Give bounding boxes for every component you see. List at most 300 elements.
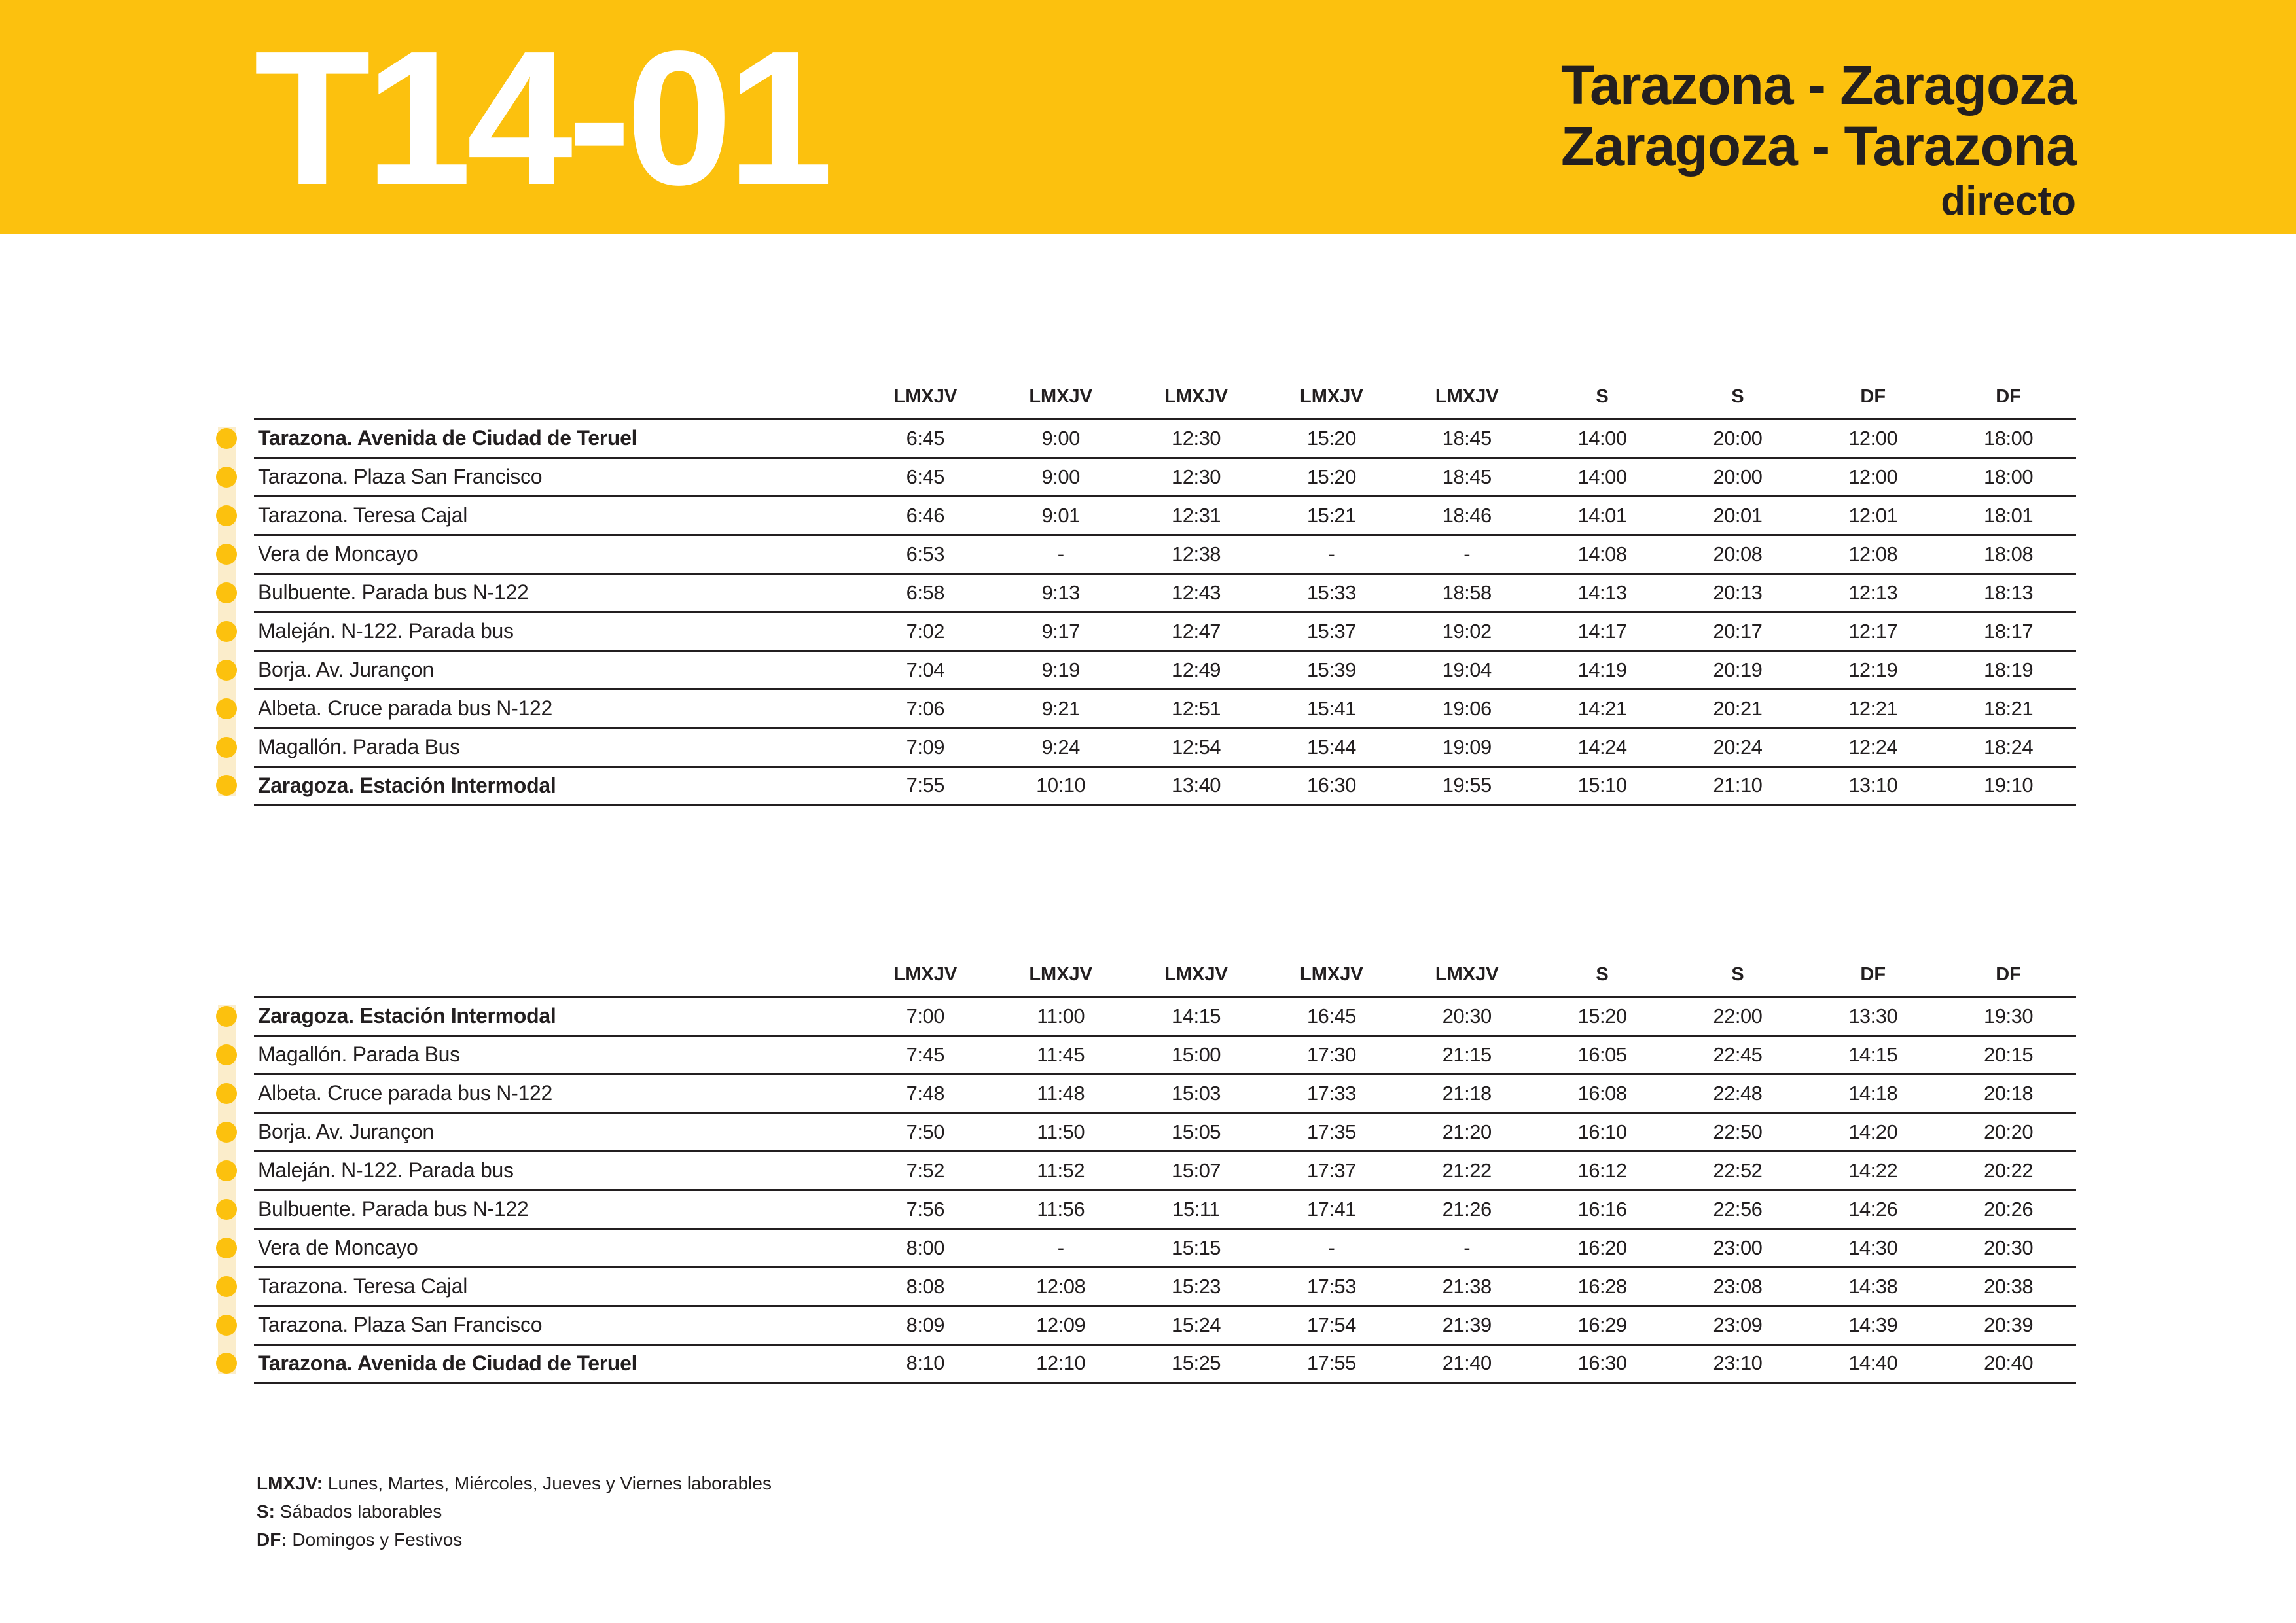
column-header: S: [1731, 963, 1744, 985]
table-row: [254, 496, 2076, 535]
time-cell: 15:00: [1171, 1043, 1221, 1066]
legend-s: [257, 1497, 2296, 1525]
stop-name-cell: [254, 766, 857, 805]
stop-name-cell: [254, 1074, 857, 1113]
time-cell: 12:51: [1171, 696, 1221, 720]
time-cell: -: [1057, 542, 1064, 565]
time-cell: 7:02: [906, 619, 944, 643]
stop-name: Bulbuente. Parada bus N-122: [258, 580, 529, 604]
table-row: [254, 457, 2076, 496]
time-cell: 15:44: [1306, 735, 1356, 758]
column-header: S: [1731, 385, 1744, 407]
time-cell: 16:29: [1577, 1313, 1627, 1336]
time-cell: 9:00: [1041, 426, 1080, 450]
time-cell: 18:45: [1442, 426, 1492, 450]
legend-s-text: Sábados laborables: [275, 1501, 442, 1522]
legend-lmxjv: [257, 1469, 2296, 1497]
time-cell: 21:38: [1442, 1274, 1492, 1298]
time-cell: 14:00: [1577, 426, 1627, 450]
time-cell: 7:52: [906, 1158, 944, 1182]
column-header: DF: [1996, 963, 2021, 985]
table-row: [254, 573, 2076, 612]
column-header: LMXJV: [1435, 963, 1499, 985]
time-cell: 13:30: [1848, 1004, 1898, 1027]
stop-name: Magallón. Parada Bus: [258, 1043, 460, 1066]
stop-bullet-icon: [216, 582, 237, 603]
time-cell: 22:45: [1713, 1043, 1763, 1066]
time-cell: 11:45: [1037, 1043, 1085, 1066]
time-cell: 16:28: [1577, 1274, 1627, 1298]
time-cell: 20:00: [1713, 465, 1763, 488]
time-cell: 16:20: [1577, 1236, 1627, 1259]
stop-bullet-icon: [216, 467, 237, 488]
time-cell: 12:09: [1036, 1313, 1086, 1336]
legend: [257, 1469, 2296, 1554]
time-cell: 17:33: [1306, 1081, 1356, 1105]
stop-bullet-icon: [216, 775, 237, 796]
time-cell: 9:24: [1041, 735, 1080, 758]
time-cell: 14:30: [1848, 1236, 1898, 1259]
time-cell: 21:39: [1442, 1313, 1492, 1336]
time-cell: 12:10: [1036, 1351, 1086, 1375]
time-cell: 8:08: [906, 1274, 944, 1298]
time-cell: 19:55: [1442, 774, 1492, 797]
table-row: [254, 766, 2076, 805]
time-cell: 21:15: [1442, 1043, 1492, 1066]
stop-name-cell: [254, 728, 857, 766]
stop-bullet-icon: [216, 660, 237, 681]
time-cell: 23:00: [1713, 1236, 1763, 1259]
time-cell: 6:45: [906, 465, 944, 488]
stop-name-cell: [254, 997, 857, 1035]
time-cell: 16:30: [1577, 1351, 1627, 1375]
time-cell: 15:41: [1306, 696, 1356, 720]
time-cell: 23:10: [1713, 1351, 1763, 1375]
stop-bullet-icon: [216, 1238, 237, 1258]
time-cell: 17:35: [1306, 1120, 1356, 1143]
time-cell: 15:20: [1306, 426, 1356, 450]
time-cell: 15:11: [1172, 1197, 1220, 1221]
stop-bullet-icon: [216, 1353, 237, 1374]
time-cell: 12:38: [1171, 542, 1221, 565]
time-cell: 17:30: [1306, 1043, 1356, 1066]
time-cell: 17:53: [1306, 1274, 1356, 1298]
stop-name-cell: [254, 1344, 857, 1383]
table-row: [254, 612, 2076, 651]
stop-name-cell: [254, 689, 857, 728]
time-cell: 18:19: [1984, 658, 2034, 681]
time-cell: 21:22: [1442, 1158, 1492, 1182]
time-cell: 14:17: [1577, 619, 1627, 643]
time-cell: 12:19: [1848, 658, 1898, 681]
column-header: DF: [1860, 385, 1886, 407]
stop-name-cell: [254, 1113, 857, 1151]
time-cell: 12:08: [1036, 1274, 1086, 1298]
column-header: LMXJV: [1300, 385, 1363, 407]
time-cell: 20:30: [1984, 1236, 2034, 1259]
route-code: T14-01: [254, 11, 829, 224]
stop-bullet-icon: [216, 428, 237, 449]
time-cell: 23:08: [1713, 1274, 1763, 1298]
time-cell: 20:17: [1713, 619, 1763, 643]
time-cell: 16:10: [1577, 1120, 1627, 1143]
time-cell: 20:22: [1984, 1158, 2034, 1182]
column-header-row: [254, 946, 2076, 997]
table-row: [254, 651, 2076, 689]
stop-bullet-icon: [216, 1315, 237, 1336]
time-cell: 18:13: [1984, 580, 2034, 604]
stop-name-cell: [254, 1306, 857, 1344]
time-cell: -: [1057, 1236, 1064, 1259]
time-cell: 12:21: [1848, 696, 1898, 720]
time-cell: 8:10: [906, 1351, 944, 1375]
stop-name: Tarazona. Avenida de Ciudad de Teruel: [258, 426, 637, 450]
time-cell: 7:45: [906, 1043, 944, 1066]
time-cell: 15:15: [1171, 1236, 1221, 1259]
time-cell: 12:47: [1171, 619, 1221, 643]
stop-bullet-icon: [216, 1199, 237, 1220]
time-cell: 18:08: [1984, 542, 2034, 565]
time-cell: 12:49: [1171, 658, 1221, 681]
time-cell: 14:15: [1171, 1004, 1221, 1027]
time-cell: 14:15: [1848, 1043, 1898, 1066]
column-header: LMXJV: [1300, 963, 1363, 985]
time-cell: 21:18: [1442, 1081, 1492, 1105]
timetable-outbound: [254, 368, 2076, 806]
stop-name: Tarazona. Plaza San Francisco: [258, 1313, 543, 1336]
time-cell: 14:18: [1848, 1081, 1898, 1105]
stop-bullet-icon: [216, 544, 237, 565]
time-cell: 12:00: [1848, 426, 1898, 450]
time-cell: 15:20: [1306, 465, 1356, 488]
time-cell: 15:20: [1577, 1004, 1627, 1027]
time-cell: 17:41: [1306, 1197, 1356, 1221]
stop-bullet-icon: [216, 698, 237, 719]
time-cell: 22:00: [1713, 1004, 1763, 1027]
stop-name: Albeta. Cruce parada bus N-122: [258, 1081, 552, 1105]
time-cell: 15:07: [1171, 1158, 1221, 1182]
time-cell: 15:23: [1171, 1274, 1221, 1298]
time-cell: 22:52: [1713, 1158, 1763, 1182]
time-cell: 14:13: [1577, 580, 1627, 604]
time-cell: 16:45: [1306, 1004, 1356, 1027]
time-cell: 18:01: [1984, 503, 2034, 527]
time-cell: 12:08: [1848, 542, 1898, 565]
timetable-return-table: [254, 946, 2076, 1384]
time-cell: 18:24: [1984, 735, 2034, 758]
timetable-outbound-table: [254, 368, 2076, 806]
legend-lmxjv-text: Lunes, Martes, Miércoles, Jueves y Viernes laborables: [323, 1473, 772, 1493]
time-cell: 14:38: [1848, 1274, 1898, 1298]
stop-bullet-icon: [216, 737, 237, 758]
column-header: LMXJV: [1164, 963, 1228, 985]
time-cell: 22:56: [1713, 1197, 1763, 1221]
time-cell: 12:17: [1848, 619, 1898, 643]
time-cell: 16:30: [1306, 774, 1356, 797]
column-header-row: [254, 368, 2076, 419]
time-cell: 9:13: [1041, 580, 1080, 604]
time-cell: 19:04: [1442, 658, 1492, 681]
time-cell: 18:21: [1984, 696, 2034, 720]
stop-bullet-icon: [216, 621, 237, 642]
time-cell: 20:00: [1713, 426, 1763, 450]
table-row: [254, 997, 2076, 1035]
time-cell: 6:45: [906, 426, 944, 450]
time-cell: 15:39: [1306, 658, 1356, 681]
time-cell: 7:09: [906, 735, 944, 758]
stop-bullet-icon: [216, 505, 237, 526]
stop-name-cell: [254, 1228, 857, 1267]
header-band: [0, 0, 2296, 234]
stop-name: Tarazona. Plaza San Francisco: [258, 465, 543, 488]
stop-name: Maleján. N-122. Parada bus: [258, 1158, 514, 1182]
table-row: [254, 1151, 2076, 1190]
time-cell: 12:30: [1171, 465, 1221, 488]
column-header: LMXJV: [1164, 385, 1228, 407]
stop-name-cell: [254, 1151, 857, 1190]
time-cell: 19:30: [1984, 1004, 2034, 1027]
time-cell: 11:56: [1037, 1197, 1085, 1221]
stop-name: Zaragoza. Estación Intermodal: [258, 1004, 556, 1027]
time-cell: 15:25: [1171, 1351, 1221, 1375]
time-cell: 7:55: [906, 774, 944, 797]
legend-df-text: Domingos y Festivos: [287, 1529, 463, 1550]
stop-name: Borja. Av. Jurançon: [258, 1120, 434, 1143]
legend-lmxjv-abbr: LMXJV:: [257, 1473, 323, 1493]
stop-bullet-icon: [216, 1083, 237, 1104]
time-cell: 11:00: [1037, 1004, 1085, 1027]
time-cell: 20:20: [1984, 1120, 2034, 1143]
table-row: [254, 419, 2076, 457]
time-cell: 7:50: [906, 1120, 944, 1143]
timetable-return: [254, 946, 2076, 1384]
column-header: LMXJV: [893, 963, 958, 985]
stop-name-cell: [254, 1035, 857, 1074]
time-cell: -: [1328, 542, 1335, 565]
table-row: [254, 1190, 2076, 1228]
time-cell: 21:26: [1442, 1197, 1492, 1221]
stop-name: Tarazona. Teresa Cajal: [258, 503, 468, 527]
time-cell: 16:05: [1577, 1043, 1627, 1066]
time-cell: 20:19: [1713, 658, 1763, 681]
time-cell: 15:10: [1577, 774, 1627, 797]
column-header: DF: [1860, 963, 1886, 985]
column-header: LMXJV: [1029, 385, 1093, 407]
table-row: [254, 1113, 2076, 1151]
time-cell: 14:40: [1848, 1351, 1898, 1375]
time-cell: 11:52: [1037, 1158, 1085, 1182]
time-cell: 19:09: [1442, 735, 1492, 758]
time-cell: 12:54: [1171, 735, 1221, 758]
route-subtitle: directo: [1941, 179, 2076, 224]
stop-name-cell: [254, 651, 857, 689]
time-cell: 18:17: [1984, 619, 2034, 643]
time-cell: 8:00: [906, 1236, 944, 1259]
time-cell: 17:37: [1306, 1158, 1356, 1182]
time-cell: 14:01: [1577, 503, 1627, 527]
time-cell: 20:38: [1984, 1274, 2034, 1298]
legend-s-abbr: S:: [257, 1501, 275, 1522]
stop-name: Tarazona. Avenida de Ciudad de Teruel: [258, 1351, 637, 1375]
time-cell: 18:00: [1984, 465, 2034, 488]
stop-name: Magallón. Parada Bus: [258, 735, 460, 758]
time-cell: 20:01: [1713, 503, 1763, 527]
time-cell: 13:40: [1171, 774, 1221, 797]
stop-name: Albeta. Cruce parada bus N-122: [258, 696, 552, 720]
time-cell: 9:00: [1041, 465, 1080, 488]
time-cell: 15:05: [1171, 1120, 1221, 1143]
time-cell: 9:21: [1041, 696, 1080, 720]
time-cell: 20:40: [1984, 1351, 2034, 1375]
time-cell: 20:13: [1713, 580, 1763, 604]
time-cell: 20:21: [1713, 696, 1763, 720]
time-cell: 18:58: [1442, 580, 1492, 604]
table-row: [254, 728, 2076, 766]
column-header: LMXJV: [893, 385, 958, 407]
time-cell: 14:20: [1848, 1120, 1898, 1143]
route-titles: [1561, 55, 2076, 226]
stop-name-cell: [254, 1267, 857, 1306]
time-cell: 20:24: [1713, 735, 1763, 758]
time-cell: 17:54: [1306, 1313, 1356, 1336]
time-cell: 6:58: [906, 580, 944, 604]
time-cell: 7:00: [906, 1004, 944, 1027]
time-cell: 16:12: [1577, 1158, 1627, 1182]
time-cell: 6:46: [906, 503, 944, 527]
time-cell: 21:10: [1713, 774, 1763, 797]
time-cell: 21:40: [1442, 1351, 1492, 1375]
time-cell: 12:01: [1848, 503, 1898, 527]
time-cell: 18:00: [1984, 426, 2034, 450]
table-row: [254, 689, 2076, 728]
time-cell: 17:55: [1306, 1351, 1356, 1375]
stop-name-cell: [254, 573, 857, 612]
time-cell: 7:06: [906, 696, 944, 720]
corner-cell: [254, 368, 857, 419]
time-cell: 9:17: [1041, 619, 1080, 643]
time-cell: 12:31: [1171, 503, 1221, 527]
stop-name-cell: [254, 535, 857, 573]
time-cell: 19:06: [1442, 696, 1492, 720]
time-cell: 7:04: [906, 658, 944, 681]
time-cell: 9:19: [1041, 658, 1080, 681]
table-row: [254, 1306, 2076, 1344]
time-cell: -: [1463, 1236, 1471, 1259]
time-cell: 15:21: [1306, 503, 1356, 527]
time-cell: 13:10: [1848, 774, 1898, 797]
time-cell: 6:53: [906, 542, 944, 565]
stop-name: Bulbuente. Parada bus N-122: [258, 1197, 529, 1221]
legend-df-abbr: DF:: [257, 1529, 287, 1550]
legend-df: [257, 1525, 2296, 1554]
time-cell: 20:08: [1713, 542, 1763, 565]
table-row: [254, 1267, 2076, 1306]
time-cell: 20:30: [1442, 1004, 1492, 1027]
column-header: DF: [1996, 385, 2021, 407]
time-cell: 11:48: [1037, 1081, 1085, 1105]
time-cell: 16:08: [1577, 1081, 1627, 1105]
stop-name: Borja. Av. Jurançon: [258, 658, 434, 681]
stop-bullet-icon: [216, 1276, 237, 1297]
column-header: LMXJV: [1435, 385, 1499, 407]
stop-name-cell: [254, 496, 857, 535]
time-cell: 12:24: [1848, 735, 1898, 758]
stop-name: Zaragoza. Estación Intermodal: [258, 773, 556, 797]
time-cell: 14:08: [1577, 542, 1627, 565]
table-row: [254, 1035, 2076, 1074]
time-cell: 16:16: [1577, 1197, 1627, 1221]
stop-bullet-icon: [216, 1122, 237, 1143]
column-header: S: [1596, 385, 1609, 407]
time-cell: 12:43: [1171, 580, 1221, 604]
time-cell: 15:24: [1171, 1313, 1221, 1336]
stop-name: Vera de Moncayo: [258, 542, 418, 565]
time-cell: 12:30: [1171, 426, 1221, 450]
table-row: [254, 1344, 2076, 1383]
stop-name-cell: [254, 612, 857, 651]
stop-name-cell: [254, 419, 857, 457]
time-cell: 15:03: [1171, 1081, 1221, 1105]
stop-bullet-icon: [216, 1044, 237, 1065]
table-row: [254, 1228, 2076, 1267]
stop-name-cell: [254, 457, 857, 496]
time-cell: 18:46: [1442, 503, 1492, 527]
stop-bullet-icon: [216, 1160, 237, 1181]
stop-name-cell: [254, 1190, 857, 1228]
time-cell: 20:18: [1984, 1081, 2034, 1105]
corner-cell: [254, 946, 857, 997]
column-header: LMXJV: [1029, 963, 1093, 985]
time-cell: 19:10: [1984, 774, 2034, 797]
column-header: S: [1596, 963, 1609, 985]
time-cell: 23:09: [1713, 1313, 1763, 1336]
time-cell: 12:13: [1848, 580, 1898, 604]
time-cell: 20:39: [1984, 1313, 2034, 1336]
time-cell: -: [1328, 1236, 1335, 1259]
stop-bullet-icon: [216, 1006, 237, 1027]
stop-name: Tarazona. Teresa Cajal: [258, 1274, 468, 1298]
table-row: [254, 535, 2076, 573]
time-cell: 7:56: [906, 1197, 944, 1221]
time-cell: 12:00: [1848, 465, 1898, 488]
time-cell: 14:26: [1848, 1197, 1898, 1221]
route-title-return: Zaragoza - Tarazona: [1561, 115, 2076, 177]
time-cell: 15:37: [1306, 619, 1356, 643]
time-cell: 11:50: [1037, 1120, 1085, 1143]
route-title-outbound: Tarazona - Zaragoza: [1561, 54, 2076, 116]
time-cell: 15:33: [1306, 580, 1356, 604]
time-cell: 21:20: [1442, 1120, 1492, 1143]
time-cell: 8:09: [906, 1313, 944, 1336]
time-cell: 20:15: [1984, 1043, 2034, 1066]
stop-name: Vera de Moncayo: [258, 1236, 418, 1259]
table-row: [254, 1074, 2076, 1113]
time-cell: 14:21: [1577, 696, 1627, 720]
time-cell: -: [1463, 542, 1471, 565]
time-cell: 18:45: [1442, 465, 1492, 488]
time-cell: 9:01: [1041, 503, 1080, 527]
time-cell: 14:39: [1848, 1313, 1898, 1336]
time-cell: 14:24: [1577, 735, 1627, 758]
time-cell: 20:26: [1984, 1197, 2034, 1221]
time-cell: 10:10: [1036, 774, 1086, 797]
time-cell: 7:48: [906, 1081, 944, 1105]
stop-name: Maleján. N-122. Parada bus: [258, 619, 514, 643]
time-cell: 14:22: [1848, 1158, 1898, 1182]
time-cell: 22:48: [1713, 1081, 1763, 1105]
time-cell: 22:50: [1713, 1120, 1763, 1143]
time-cell: 19:02: [1442, 619, 1492, 643]
